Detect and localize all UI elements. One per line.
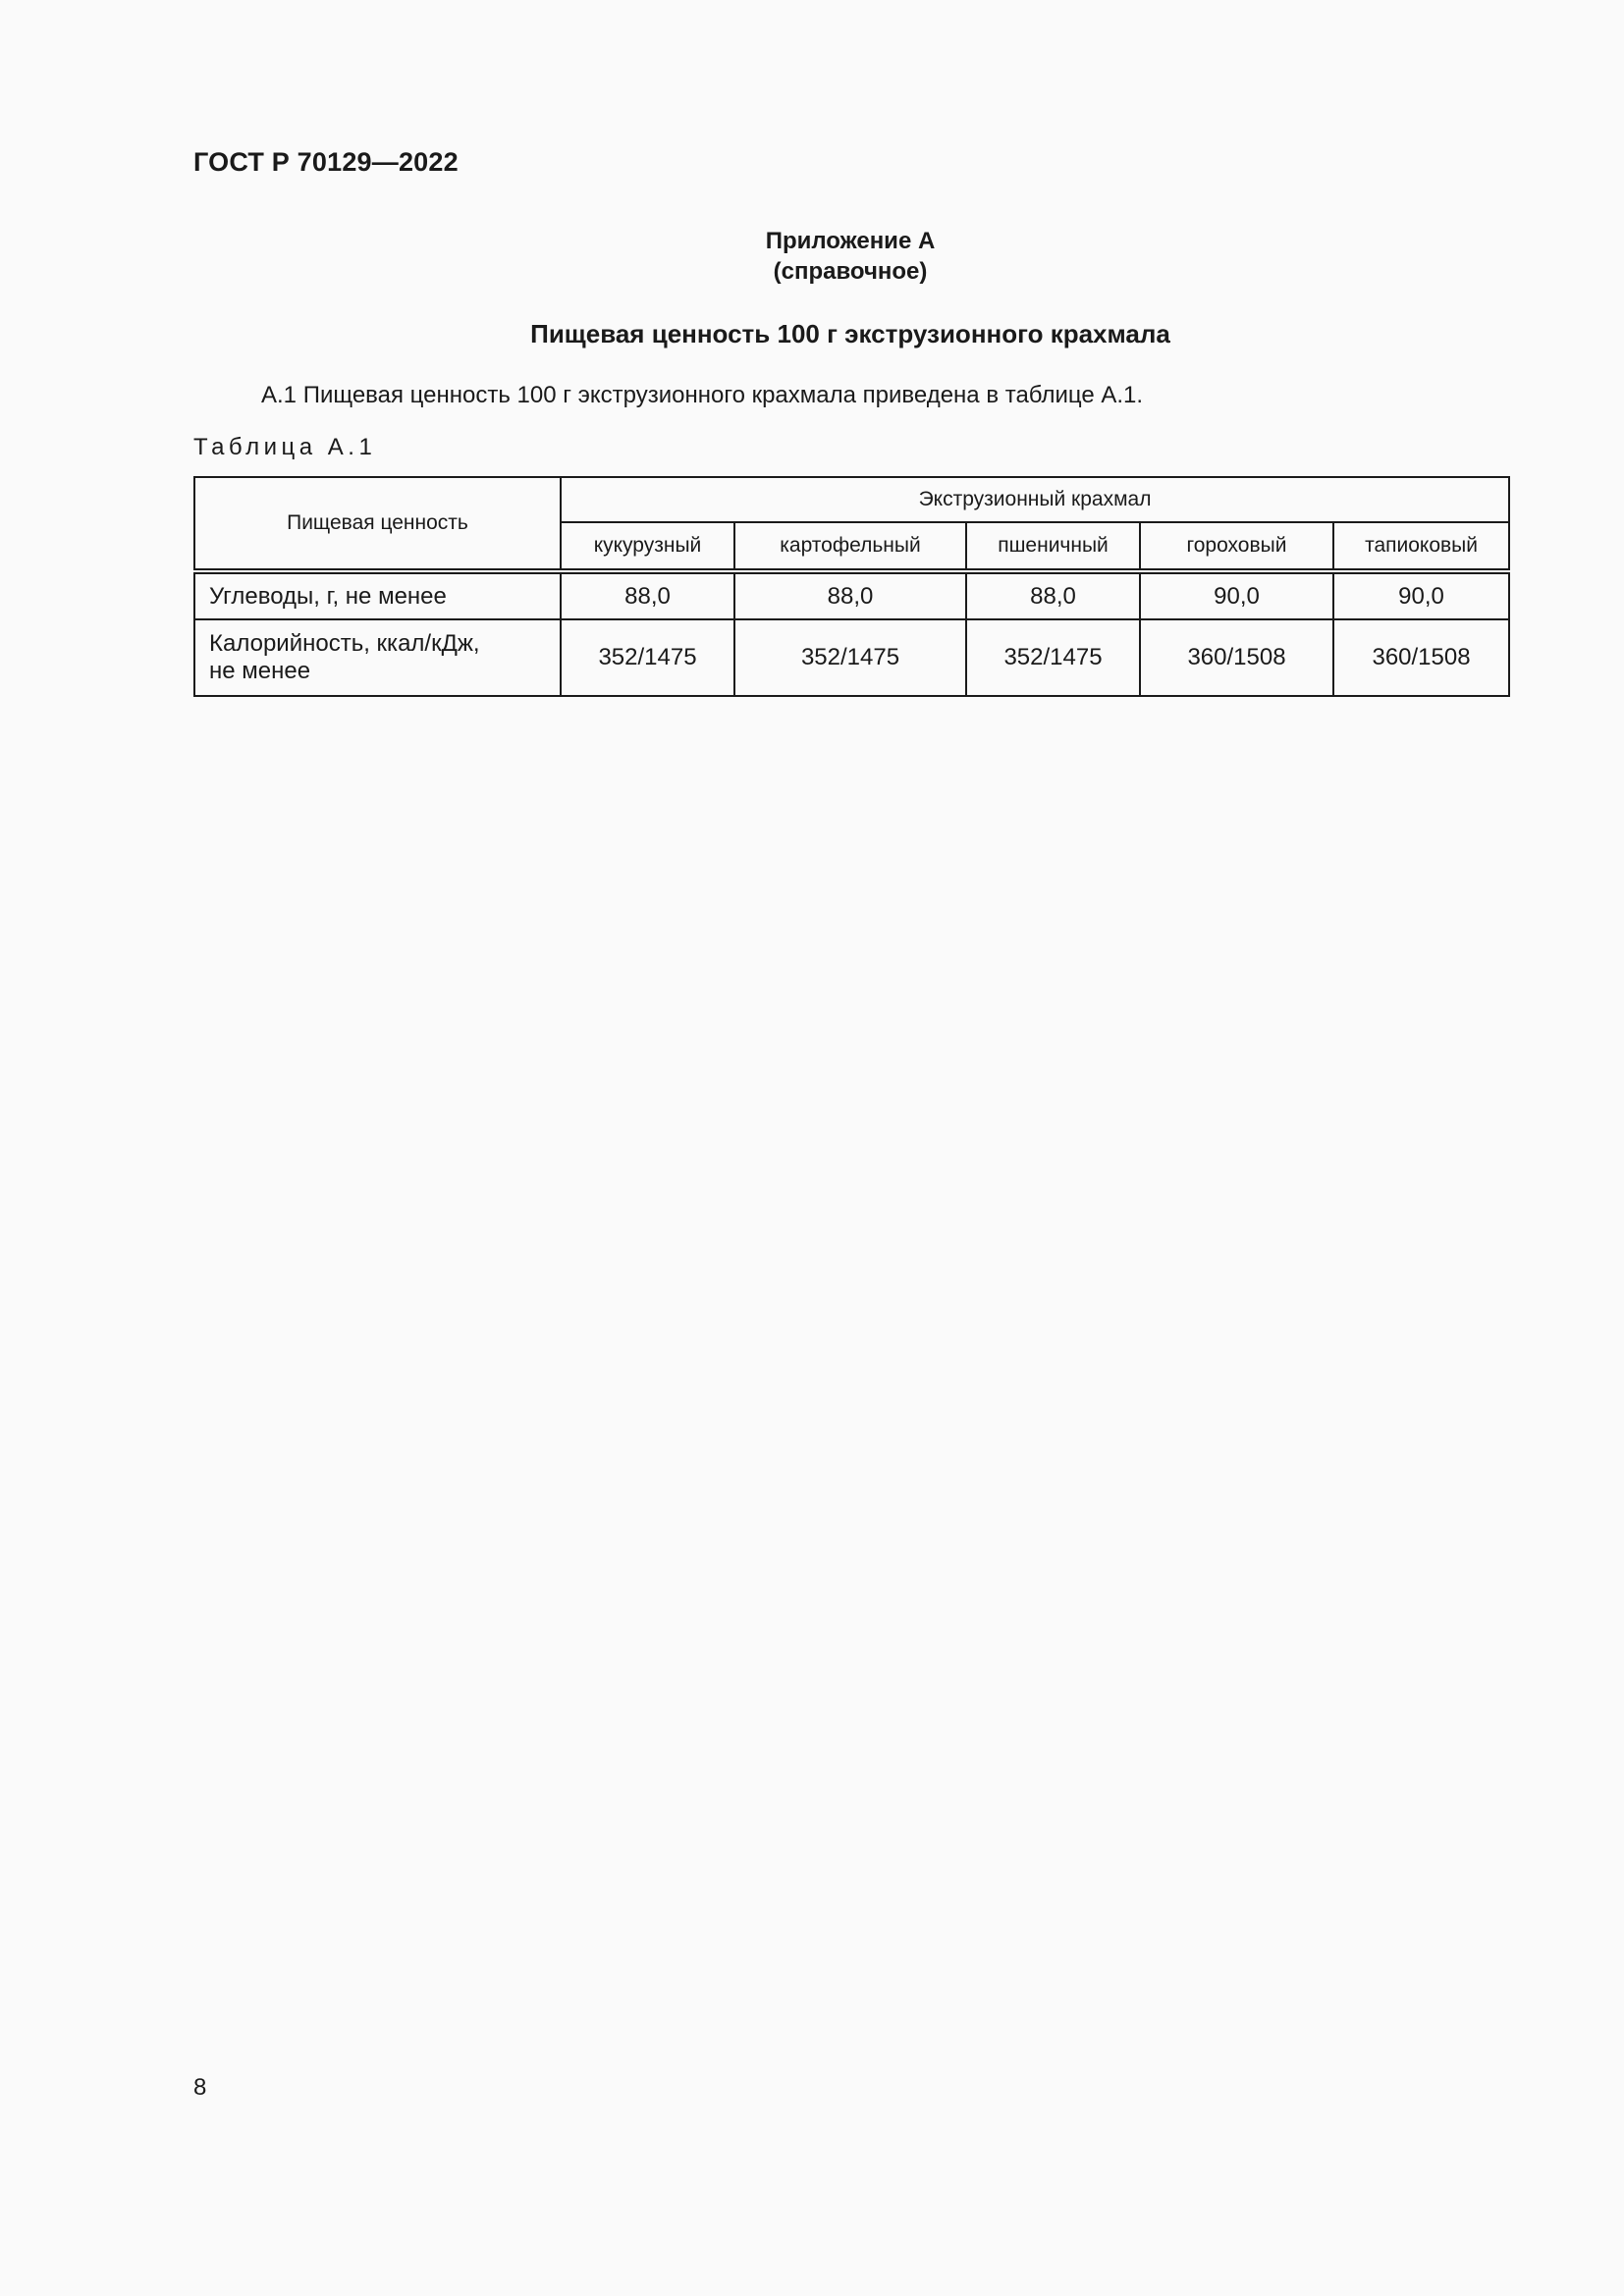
table-header-row	[194, 477, 1509, 522]
table-cell: 88,0	[966, 571, 1140, 619]
document-code: ГОСТ Р 70129—2022	[193, 147, 459, 177]
table-row	[194, 571, 1509, 619]
table-cell: 352/1475	[734, 619, 966, 696]
table-cell: 360/1508	[1140, 619, 1333, 696]
table-cell: 90,0	[1333, 571, 1509, 619]
page-number: 8	[193, 2074, 207, 2101]
table-cell: 90,0	[1140, 571, 1333, 619]
column-header: гороховый	[1140, 522, 1333, 571]
table-caption: Таблица А.1	[193, 434, 377, 460]
annex-title: Приложение А	[765, 228, 936, 254]
column-header: пшеничный	[966, 522, 1140, 571]
row-label: Углеводы, г, не менее	[194, 571, 561, 619]
row-header-cell: Пищевая ценность	[194, 477, 561, 571]
table-cell: 88,0	[561, 571, 734, 619]
nutrition-table	[193, 476, 1510, 697]
section-title: Пищевая ценность 100 г экструзионного крахмала	[530, 319, 1170, 348]
table-cell: 88,0	[734, 571, 966, 619]
column-header: кукурузный	[561, 522, 734, 571]
annex-heading	[0, 226, 1624, 287]
annex-subtitle: (справочное)	[773, 258, 928, 285]
column-header: тапиоковый	[1333, 522, 1509, 571]
table-cell: 352/1475	[561, 619, 734, 696]
table-row	[194, 619, 1509, 696]
column-header: картофельный	[734, 522, 966, 571]
table-cell: 360/1508	[1333, 619, 1509, 696]
paragraph: А.1 Пищевая ценность 100 г экструзионного крахмала приведена в таблице А.1.	[261, 382, 1144, 408]
table-cell: 352/1475	[966, 619, 1140, 696]
group-header-cell: Экструзионный крахмал	[561, 477, 1509, 522]
row-label: Калорийность, ккал/кДж, не менее	[194, 619, 561, 696]
